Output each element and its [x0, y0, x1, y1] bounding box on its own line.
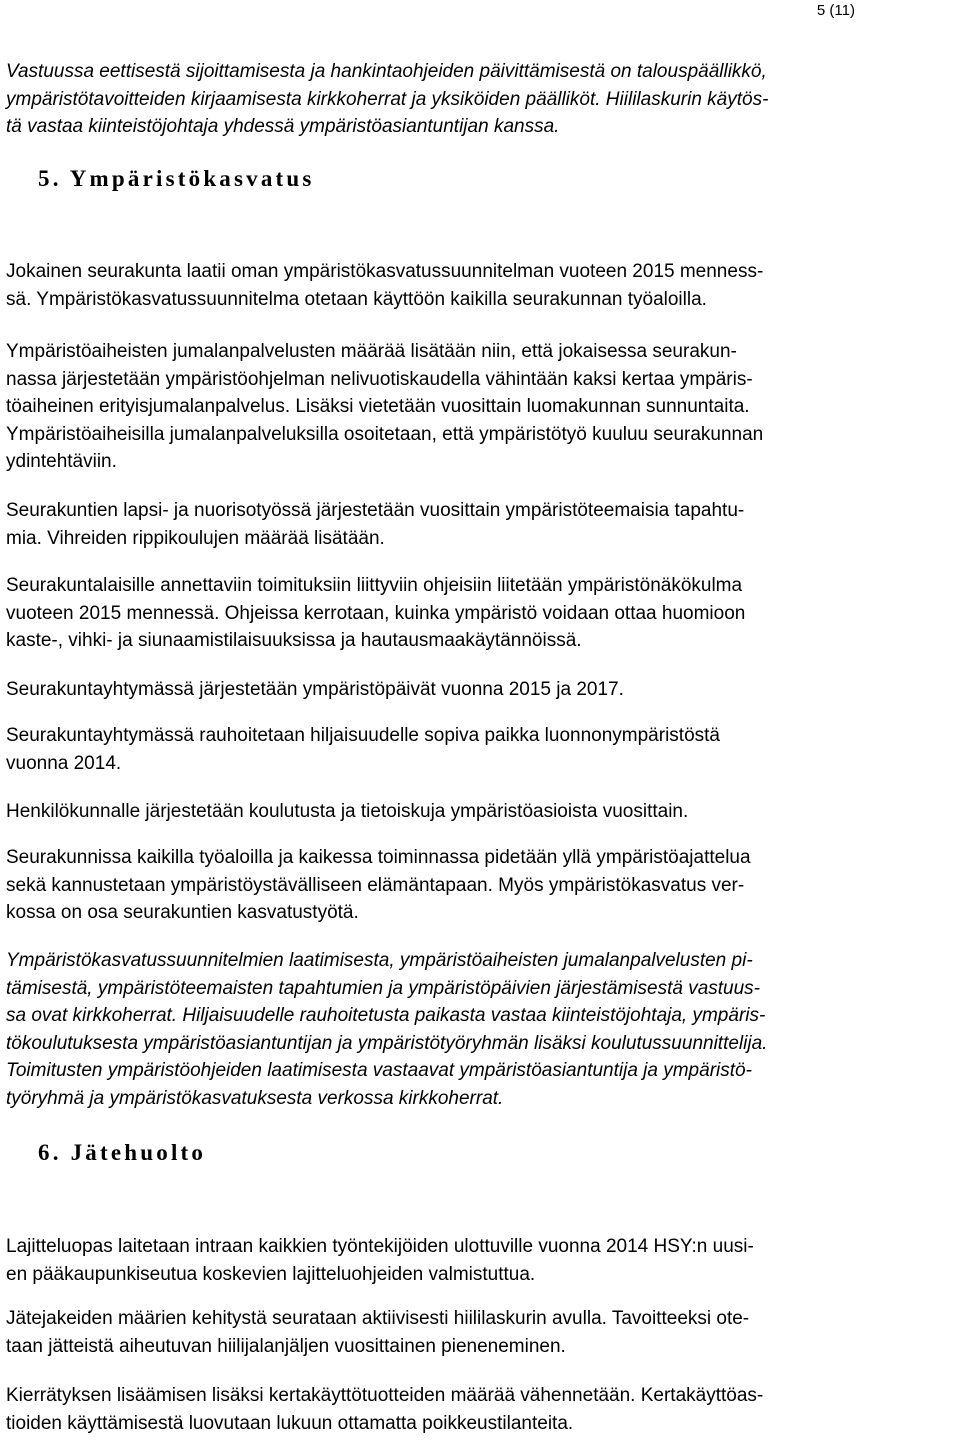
paragraph-line: ydintehtäviin. [6, 451, 117, 472]
paragraph-line: Ympäristökasvatussuunnitelmien laatimisesta, ympäristöaiheisten jumalanpalvelusten pi- [6, 950, 753, 971]
paragraph-line: Jokainen seurakunta laatii oman ympäristökasvatussuunnitelman vuoteen 2015 menness- [6, 261, 764, 282]
paragraph-line: Toimitusten ympäristöohjeiden laatimisesta vastaavat ympäristöasiantuntija ja ympäristö- [6, 1060, 752, 1081]
paragraph-line: Vastuussa eettisestä sijoittamisesta ja hankintaohjeiden päivittämisestä on talouspäällikkö, [6, 61, 767, 82]
paragraph-line: taan jätteistä aiheutuvan hiilijalanjäljen vuosittainen pieneneminen. [6, 1335, 566, 1357]
paragraph-line: ympäristötavoitteiden kirjaamisesta kirkkoherrat ja yksiköiden päälliköt. Hiililaskurin käytös- [6, 88, 769, 110]
paragraph-line: Jätejakeiden määrien kehitystä seurataan aktiivisesti hiililaskurin avulla. Tavoitteeksi ote- [6, 1308, 750, 1329]
paragraph [6, 258, 954, 313]
paragraph-line: Ympäristöaiheisilla jumalanpalveluksilla osoitetaan, että ympäristötyö kuuluu seurakunnan [6, 423, 764, 445]
paragraph-line: kaste-, vihki- ja siunaamistilaisuuksissa ja hautausmaakäytännöissä. [6, 630, 582, 651]
paragraph [6, 1382, 954, 1437]
paragraph-line: Seurakuntalaisille annettaviin toimituksiin liittyviin ohjeisiin liitetään ympäristönäkökulma [6, 575, 743, 596]
responsibility-note [6, 947, 954, 1112]
paragraph-line: mia. Vihreiden rippikoulujen määrää lisätään. [6, 527, 385, 549]
paragraph-line: Lajitteluopas laitetaan intraan kaikkien työntekijöiden ulottuville vuonna 2014 HSY:n uusi- [6, 1236, 754, 1257]
paragraph [6, 844, 954, 927]
paragraph-line: nassa järjestetään ympäristöohjelman nelivuotiskaudella vähintään kaksi kertaa ympäris- [6, 368, 753, 390]
paragraph-line: tioiden käyttämisestä luovutaan lukuun ottamatta poikkeustilanteita. [6, 1412, 574, 1434]
paragraph-line: tä vastaa kiinteistöjohtaja yhdessä ympäristöasiantuntijan kanssa. [6, 116, 560, 137]
paragraph-line: tökoulutuksesta ympäristöasiantuntijan ja ympäristötyöryhmän lisäksi koulutussuunnittelija. [6, 1032, 768, 1054]
paragraph-line: vuoteen 2015 mennessä. Ohjeissa kerrotaan, kuinka ympäristö voidaan ottaa huomioon [6, 602, 746, 624]
page-number: 5 (11) [816, 2, 855, 19]
paragraph-line: työryhmä ja ympäristökasvatuksesta verkossa kirkkoherrat. [6, 1087, 504, 1109]
paragraph-line: Seurakunnissa kaikilla työaloilla ja kaikessa toiminnassa pidetään yllä ympäristöajattelua [6, 847, 751, 868]
paragraph-line: Kierrätyksen lisäämisen lisäksi kertakäyttötuotteiden määrää vähennetään. Kertakäyttöas- [6, 1385, 764, 1406]
paragraph [6, 722, 954, 777]
paragraph-line: sä. Ympäristökasvatussuunnitelma otetaan käyttöön kaikilla seurakunnan työaloilla. [6, 288, 707, 310]
paragraph-line: Seurakuntayhtymässä järjestetään ympäristöpäivät vuonna 2015 ja 2017. [6, 679, 624, 700]
paragraph-line: Ympäristöaiheisten jumalanpalvelusten määrää lisätään niin, että jokaisessa seurakun- [6, 341, 737, 362]
paragraph-line: sekä kannustetaan ympäristöystävälliseen elämäntapaan. Myös ympäristökasvatus ver- [6, 874, 745, 896]
paragraph-line: vuonna 2014. [6, 752, 122, 774]
paragraph [6, 338, 954, 476]
paragraph-line: Seurakuntien lapsi- ja nuorisotyössä järjestetään vuosittain ympäristöteemaisia tapahtu- [6, 500, 745, 521]
paragraph-line: tämisestä, ympäristöteemaisten tapahtumien ja ympäristöpäivien järjestämisestä vastuus- [6, 977, 760, 999]
paragraph-line: sa ovat kirkkoherrat. Hiljaisuudelle rauhoitetusta paikasta vastaa kiinteistöjohtaja, ympäris- [6, 1005, 766, 1026]
paragraph-line: Seurakuntayhtymässä rauhoitetaan hiljaisuudelle sopiva paikka luonnonympäristöstä [6, 725, 720, 746]
paragraph [6, 1233, 954, 1288]
paragraph [6, 1305, 954, 1360]
section-heading: 6. Jätehuolto [38, 1140, 207, 1165]
paragraph [6, 676, 954, 704]
paragraph-line: kossa on osa seurakuntien kasvatustyötä. [6, 902, 359, 923]
paragraph-line: Henkilökunnalle järjestetään koulutusta ja tietoiskuja ympäristöasioista vuosittain. [6, 801, 689, 822]
paragraph [6, 572, 954, 655]
paragraph [6, 497, 954, 552]
section-heading: 5. Ympäristökasvatus [38, 166, 315, 191]
paragraph-line: en pääkaupunkiseutua koskevien lajitteluohjeiden valmistuttua. [6, 1263, 536, 1285]
paragraph-line: töaiheinen erityisjumalanpalvelus. Lisäksi vietetään vuosittain luomakunnan sunnuntaita. [6, 396, 750, 417]
responsibility-note [6, 58, 954, 141]
paragraph [6, 798, 954, 826]
